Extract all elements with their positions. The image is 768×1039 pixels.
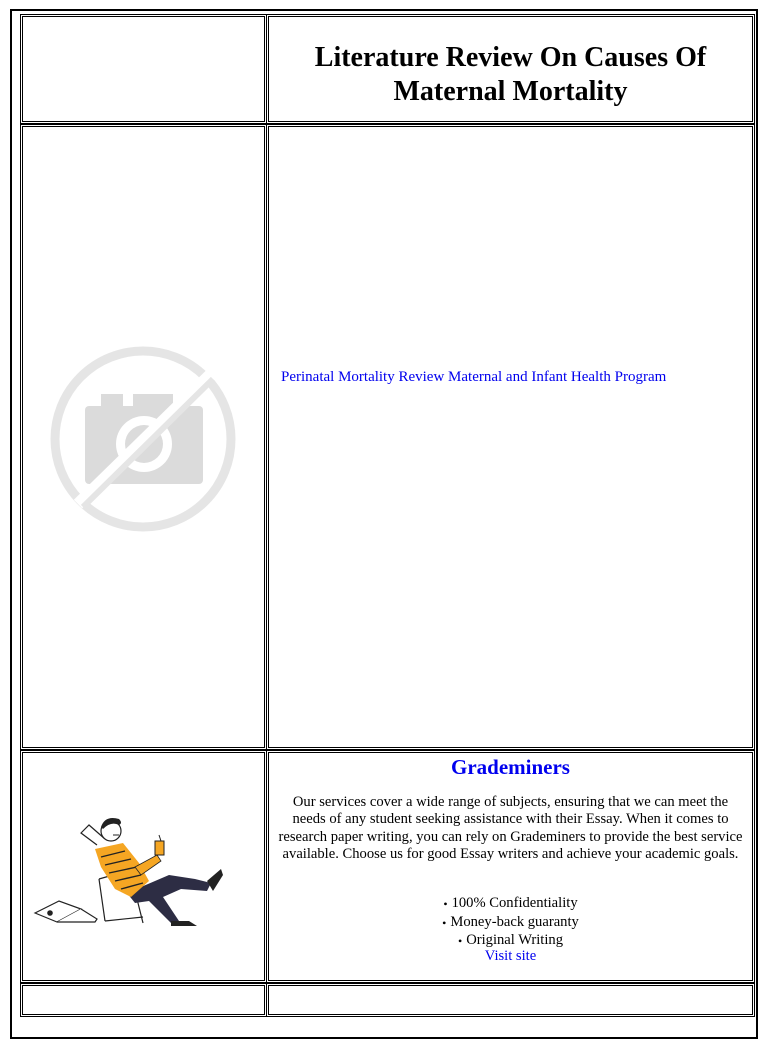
brand-name[interactable]: Grademiners [451,755,570,779]
perinatal-mortality-link[interactable]: Perinatal Mortality Review Maternal and Infant Health Program [281,369,667,385]
feature-list [269,895,752,951]
page-frame [10,9,758,1039]
promo-cell [268,752,753,981]
header-left-cell [22,16,265,122]
link-cell [268,126,753,748]
no-image-icon [43,344,243,534]
feature-item: • Original Writing [269,932,752,951]
header-title-cell [268,16,753,122]
illustration-cell [22,752,265,981]
page-title: Literature Review On Causes Of Maternal Mortality [314,42,707,107]
visit-site-link[interactable]: Visit site [484,948,537,964]
feature-item: • Money-back guaranty [269,914,752,933]
image-cell [22,126,265,748]
relaxing-person-illustration-icon [31,805,241,935]
promo-description: Our services cover a wide range of subjects, ensuring that we can meet the needs of any student seeking assistance with their Essay. When it comes to research paper writing, you can rely on Grademiners to provide the best service available. Choose us for good Essay writers and achieve your academic goals. [278,794,743,863]
feature-item: • 100% Confidentiality [269,895,752,914]
footer-right-cell [268,985,753,1015]
footer-left-cell [22,985,265,1015]
